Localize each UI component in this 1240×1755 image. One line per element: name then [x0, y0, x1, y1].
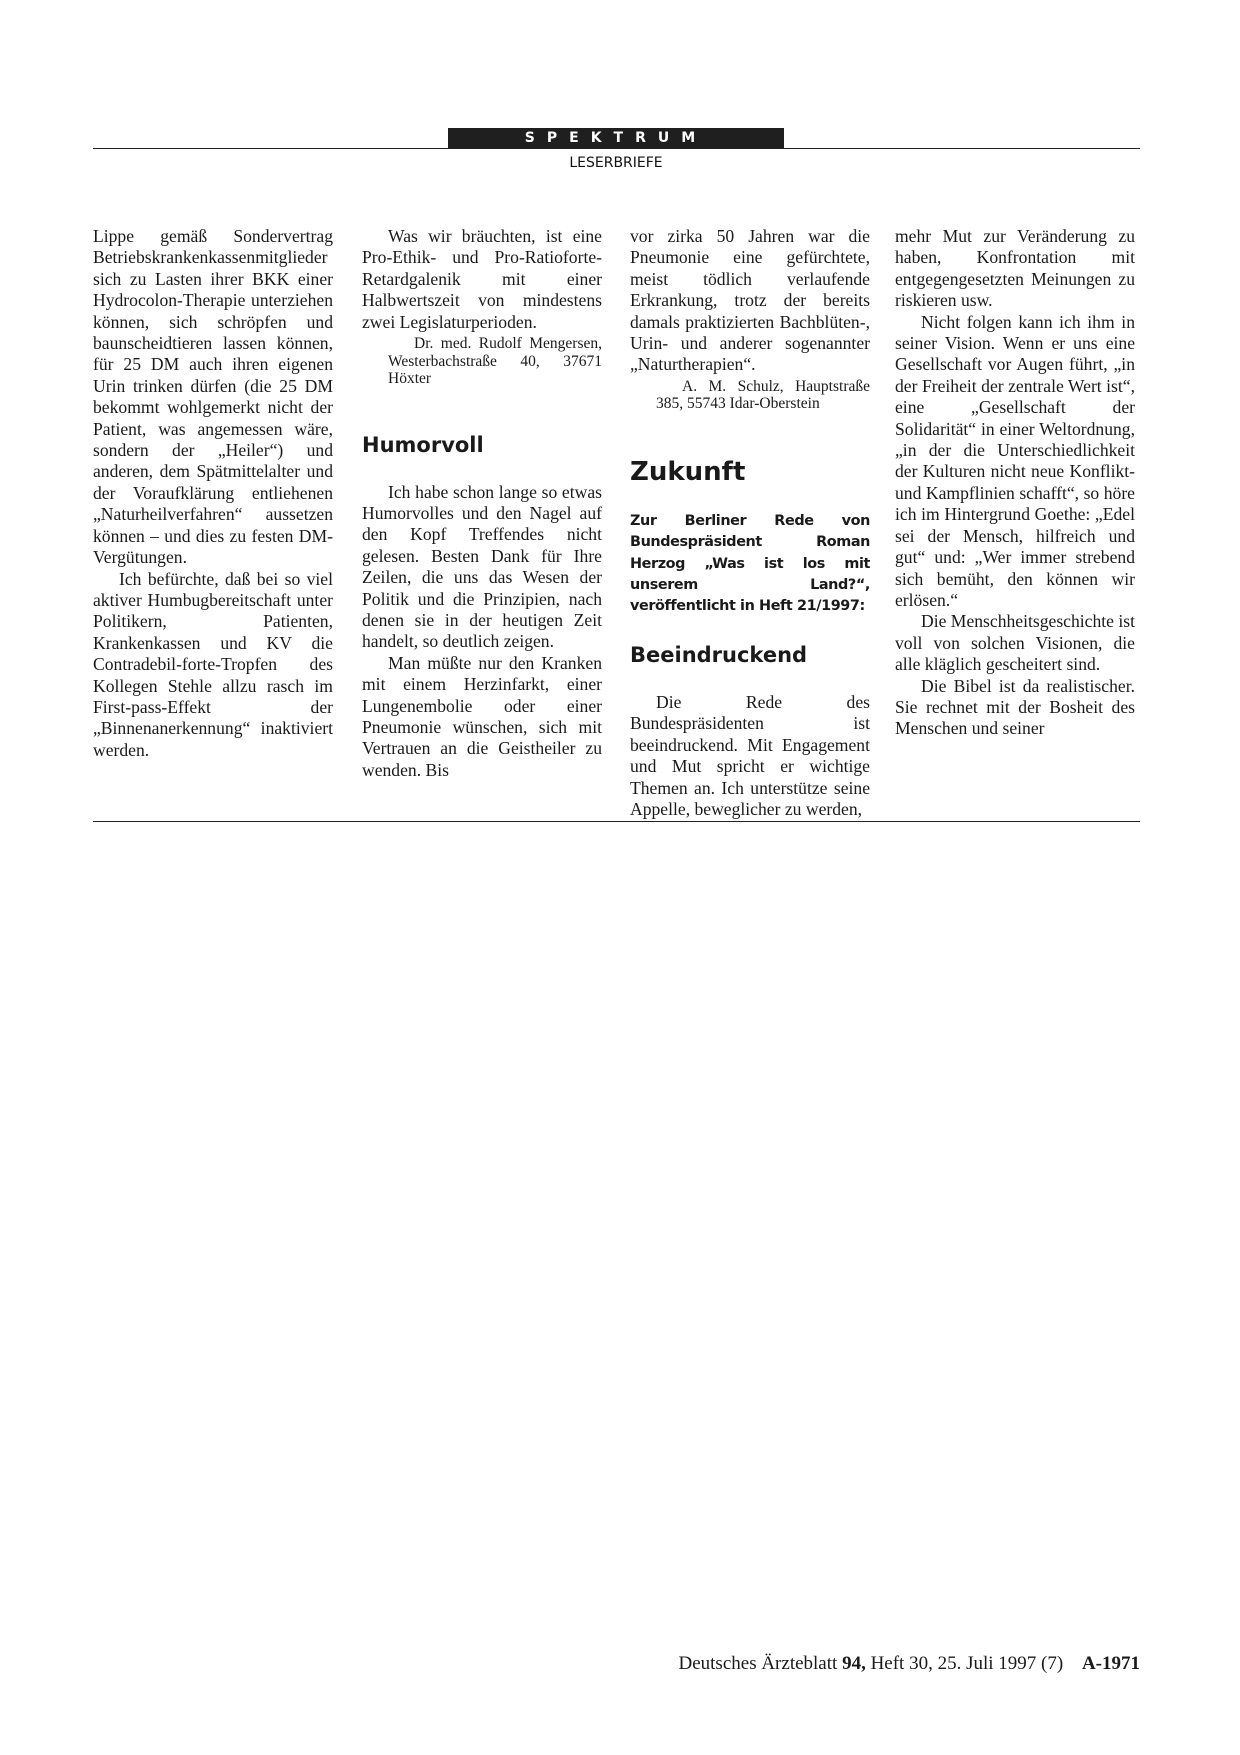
col4-paragraph-2: Nicht folgen kann ich ihm in seiner Vision. Wenn er uns eine Gesellschaft vor Augen führt, „in der Freiheit der zentrale Wert ist“, eine „Gesellschaft der Solidarität“ in einer Weltordnung, „in der die Unterschiedlichkeit der Kulturen nicht neue Konflikt- und Kampflinien schafft“, so höre ich im Hintergrund Goethe: „Edel sei der Mensch, hilfreich und gut“ und: „Wer immer strebend sich bemüht, den können wir erlösen.“: [895, 311, 1135, 610]
journal-volume: 94,: [842, 1653, 866, 1674]
topic-title-zukunft: Zukunft: [630, 456, 746, 487]
col3-signature: A. M. Schulz, Hauptstraße 385, 55743 Idar-Oberstein: [656, 377, 870, 413]
col3-paragraph-2: Die Rede des Bundespräsidenten ist beeindruckend. Mit Engagement und Mut spricht er wichtige Themen an. Ich unterstütze seine Appelle, beweglicher zu werden,: [630, 691, 870, 819]
section-band: SPEKTRUM: [448, 128, 784, 149]
letter-heading-beeindruckend: Beeindruckend: [630, 642, 808, 667]
col1-paragraph-2: Ich befürchte, daß bei so viel aktiver Humbugbereitschaft unter Politikern, Patienten, Krankenkassen und KV die Contradebil-forte-Tropfen des Kollegen Stehle allzu rasch im First-pass-Effekt der „Binnenanerkennung“ inaktiviert werden.: [93, 568, 333, 760]
col1-paragraph-1: Lippe gemäß Sondervertrag Betriebskrankenkassenmitglieder sich zu Lasten ihrer BKK einer Hydrocolon-Therapie unterziehen können, sich schröpfen und baunscheidtieren lassen können, für 25 DM auch ihren eigenen Urin trinken dürfen (die 25 DM bekommt wohlgemerkt nicht der Patient, was angemessen wäre, sondern der „Heiler“) und anderen, dem Spätmittelalter und der Voraufklärung entliehenen „Naturheilverfahren“ aussetzen können – und dies zu festen DM-Vergütungen.: [93, 226, 333, 568]
column-4: [895, 226, 1135, 740]
header-rule: [93, 148, 1140, 149]
page-footer: [679, 1653, 1141, 1675]
col4-paragraph-1: mehr Mut zur Veränderung zu haben, Konfrontation mit entgegengesetzten Meinungen zu riskieren usw.: [895, 226, 1135, 311]
issue-date: Heft 30, 25. Juli 1997 (7): [870, 1653, 1064, 1674]
subsection-label: LESERBRIEFE: [569, 155, 663, 171]
letter-heading-humorvoll: Humorvoll: [362, 432, 484, 457]
col4-paragraph-4: Die Bibel ist da realistischer. Sie rechnet mit der Bosheit des Menschen und seiner: [895, 675, 1135, 739]
col4-paragraph-3: Die Menschheitsgeschichte ist voll von solchen Visionen, die alle kläglich gescheitert sind.: [895, 611, 1136, 675]
content-bottom-rule: [93, 821, 1140, 822]
col2-paragraph-2: Ich habe schon lange so etwas Humorvolles und den Nagel auf den Kopf Treffendes nicht gelesen. Besten Dank für Ihre Zeilen, die uns das Wesen der Politik und die Prinzipien, nach denen sie in der heutigen Zeit handelt, so deutlich zeigen.: [362, 481, 602, 652]
journal-name: Deutsches Ärzteblatt: [678, 1653, 838, 1674]
col2-paragraph-3: Man müßte nur den Kranken mit einem Herzinfarkt, einer Lungenembolie oder einer Pneumonie wünschen, sich mit Vertrauen an die Geistheiler zu wenden. Bis: [362, 652, 602, 780]
col2-paragraph-1: Was wir bräuchten, ist eine Pro-Ethik- und Pro-Ratioforte-Retardgalenik mit einer Halbwertszeit von mindestens zwei Legislaturperioden.: [362, 226, 602, 332]
col2-signature: Dr. med. Rudolf Mengersen, Westerbachstraße 40, 37671 Höxter: [388, 335, 602, 388]
topic-intro: Zur Berliner Rede von Bundespräsident Roman Herzog „Was ist los mit unserem Land?“, veröffentlicht in Heft 21/1997:: [630, 512, 870, 615]
column-2: [362, 226, 602, 781]
page-number: A-1971: [1081, 1653, 1140, 1674]
col3-paragraph-1: vor zirka 50 Jahren war die Pneumonie eine gefürchtete, meist tödlich verlaufende Erkrankung, trotz der bereits damals praktizierten Bachblüten-, Urin- und anderer sogenannter „Naturtherapien“.: [630, 226, 870, 375]
column-1: [93, 226, 333, 761]
column-3: [630, 226, 870, 820]
